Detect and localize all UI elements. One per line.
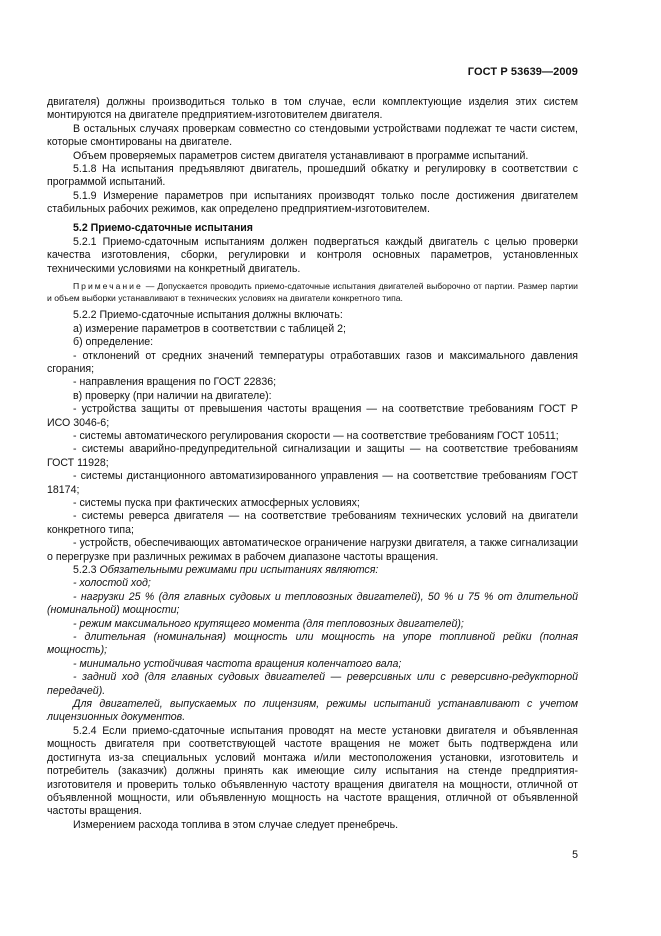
list-item: - системы реверса двигателя — на соответствие требованиям технических условий на двигатели конкретного типа;	[47, 510, 578, 536]
list-item: - минимально устойчивая частота вращения коленчатого вала;	[73, 657, 402, 670]
list-item: - задний ход (для главных судовых двигателей — реверсивных или с реверсивно-редукторной передачей).	[47, 671, 578, 697]
list-item: - устройства защиты от превышения частоты вращения — на соответствие требованиям ГОСТ Р ИСО 3046-6;	[47, 403, 578, 429]
list-item: - режим максимального крутящего момента (для тепловозных двигателей);	[73, 617, 464, 630]
list-item: в) проверку (при наличии на двигателе):	[73, 389, 272, 402]
list-item: а) измерение параметров в соответствии с таблицей 2;	[73, 322, 346, 335]
list-item: - длительная (номинальная) мощность или мощность на упоре топливной рейки (полная мощность);	[47, 631, 578, 657]
clause-5-2-2: 5.2.2 Приемо-сдаточные испытания должны включать:	[73, 309, 343, 322]
document-body	[47, 96, 578, 832]
note-text: — Допускается проводить приемо-сдаточные испытания двигателей выборочно от партии. Размер партии и объем выборки устанавливают в технических условиях на двигатели конкретного типа.	[47, 281, 578, 303]
section-title: 5.2 Приемо-сдаточные испытания	[73, 221, 253, 234]
paragraph: В остальных случаях проверкам совместно со стендовыми устройствами подлежат те части систем, которые смонтированы на двигателе.	[47, 122, 578, 149]
page-number: 5	[572, 849, 578, 861]
list-item: - системы пуска при фактических атмосферных условиях;	[73, 496, 360, 509]
clause-5-2-4: 5.2.4 Если приемо-сдаточные испытания проводят на месте установки двигателя и объявленная мощность двигателя при соответствующей частоте вращения не может быть подтверждена или достигнута из-за специальных условий монтажа и/или местоположения установки, изготовитель и потребитель (заказчик) должны принять как имеющие силу испытания на стенде предприятия-изготовителя и проверить только объявленную частоту вращения двигателя на мощности, отличной от объявленной мощности, или объявленную мощность на частоте вращения, отличной от объявленной частоты вращения.	[47, 724, 578, 818]
list-item: - системы автоматического регулирования скорости — на соответствие требованиям ГОСТ 10511;	[73, 429, 559, 442]
list-item: - системы аварийно-предупредительной сигнализации и защиты — на соответствие требованиям ГОСТ 11928;	[47, 443, 578, 469]
list-item: - направления вращения по ГОСТ 22836;	[73, 376, 277, 389]
clause-5-1-9: 5.1.9 Измерение параметров при испытаниях производят только после достижения двигателем стабильных рабочих режимов, как определено предприятием-изготовителем.	[47, 189, 578, 216]
paragraph: Объем проверяемых параметров систем двигателя устанавливают в программе испытаний.	[73, 149, 529, 162]
list-item: - отклонений от средних значений температуры отработавших газов и максимального давления сгорания;	[47, 349, 578, 375]
paragraph: Измерением расхода топлива в этом случае следует пренебречь.	[73, 818, 399, 831]
paragraph: двигателя) должны производиться только в том случае, если комплектующие изделия этих систем монтируются на двигателе предприятием-изготовителем двигателя.	[47, 96, 578, 122]
clause-number: 5.2.3	[73, 564, 100, 576]
list-item: - нагрузки 25 % (для главных судовых и тепловозных двигателей), 50 % и 75 % от длительной (номинальной) мощности;	[47, 590, 578, 617]
clause-5-1-8: 5.1.8 На испытания предъявляют двигатель, прошедший обкатку и регулировку в соответствии с программой испытаний.	[47, 163, 578, 189]
clause-5-2-3	[47, 564, 578, 577]
list-item: б) определение:	[73, 336, 154, 349]
list-item: - системы дистанционного автоматизированного управления — на соответствие требованиям ГОСТ 18174;	[47, 470, 578, 496]
clause-5-2-1: 5.2.1 Приемо-сдаточным испытаниям должен подвергаться каждый двигатель с целью проверки качества изготовления, сборки, регулировки и контроля основных параметров, установленных техническими условиями на конкретный двигатель.	[47, 236, 578, 275]
standard-header: ГОСТ Р 53639—2009	[467, 66, 578, 78]
list-item: - устройств, обеспечивающих автоматическое ограничение нагрузки двигателя, а также сигнализации о перегрузке при различных режимах в рабочем диапазоне частоты вращения.	[47, 537, 578, 563]
paragraph: Для двигателей, выпускаемых по лицензиям, режимы испытаний устанавливают с учетом лицензионных документов.	[47, 698, 578, 724]
note	[47, 281, 578, 304]
note-label: Примечание	[73, 281, 143, 292]
list-item: - холостой ход;	[73, 577, 151, 590]
clause-text: Обязательными режимами при испытаниях являются:	[99, 564, 379, 576]
